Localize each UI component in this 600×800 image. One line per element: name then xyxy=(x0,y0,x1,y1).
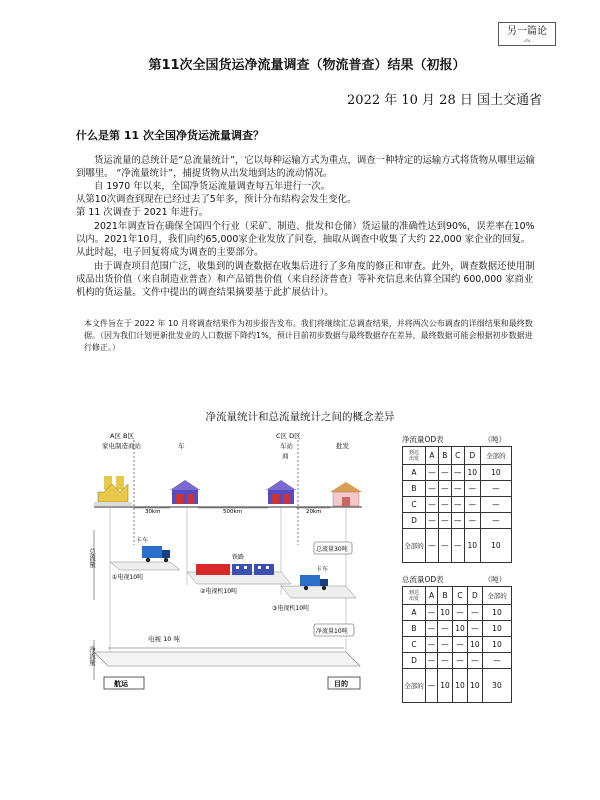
level3-platform xyxy=(281,586,356,598)
net-table-unit: （吨） xyxy=(483,435,507,444)
table-row: C — — — 10 10 xyxy=(403,637,512,653)
zone-cd-label: C区 D区 xyxy=(276,432,301,440)
tv1-label: ①电视10吨 xyxy=(112,574,144,581)
truck2-label: 卡车 xyxy=(316,566,329,573)
header-cell: A xyxy=(426,447,439,465)
wholesale-label: 批发 xyxy=(336,442,349,450)
paragraph-5: 2021年调查旨在确保全国四个行业（采矿、制造、批发和仓储）货运量的准确性达到90%，误差率在10%以内。2021年10月，我们向约65,000家企业发放了问卷，抽取从调查中收集了大约 22,000 家企业的回复。从此时起，电子回复将成为调查的主要部分。 xyxy=(76,221,535,258)
truck1-label: 卡车 xyxy=(136,537,149,544)
diagram-title: 净流量统计和总流量统计之间的概念差异 xyxy=(205,411,395,423)
table-row: D — — — — — xyxy=(403,513,512,529)
net-label: 净流量 xyxy=(88,646,96,666)
section-heading: 什么是第 11 次全国净货运流量调查？ xyxy=(76,129,264,142)
header-cell: D xyxy=(464,447,480,465)
distance-20-label: 20km xyxy=(306,509,322,515)
truck-icon-1 xyxy=(142,546,170,562)
train-icon xyxy=(196,564,274,575)
tv2-label: ②电视机10吨 xyxy=(200,588,238,595)
header-cell: C xyxy=(451,447,464,465)
warehouse-icon-destination xyxy=(266,480,296,504)
distance-500-label: 500km xyxy=(223,509,243,515)
shop-icon xyxy=(330,482,362,506)
factory-icon xyxy=(94,476,132,506)
gross-label: 总流量 xyxy=(88,548,96,568)
page-title: 第11次全国货运净流量调查（物流普查）结果（初报） xyxy=(148,58,466,73)
tv-line-label: 电视 10 吨 xyxy=(148,635,180,643)
net10-label: 净流量10吨 xyxy=(316,628,348,635)
car-label: 车 xyxy=(178,442,185,450)
origin-label: 家电制造商站 xyxy=(102,442,141,450)
dest-label: 目的 xyxy=(334,680,348,688)
level1-platform xyxy=(110,562,180,570)
publication-date: 2022 年 10 月 28 日 国土交通省 xyxy=(347,93,542,108)
shop-label: 商 xyxy=(282,452,289,460)
table-corner-cell: 到达 出发 xyxy=(403,587,426,605)
table-header-row xyxy=(403,587,512,605)
net-table-title: 净流量OD表 （吨） xyxy=(402,435,507,444)
header-cell: A xyxy=(426,587,438,605)
warehouse-icon-origin xyxy=(170,480,200,504)
note-paragraph: 本文件旨在于 2022 年 10 月将调查结果作为初步报告发布。我们将继续汇总调查结果，并将两次公布调查的详细结果和最终数据。（因为我们计划更新批发业的人口数据下降约1%，预计目前初步数据与最终数据存在差异，最终数据可能会根据初步数据进行修正。） xyxy=(84,319,533,352)
rail-label: 铁路 xyxy=(232,554,245,561)
paragraph-4: 第 11 次调查于 2021 年进行。 xyxy=(76,207,209,218)
table-row: 全部的 — — — 10 10 xyxy=(403,529,512,563)
header-cell: C xyxy=(453,587,468,605)
table-corner-cell: 到达 出发 xyxy=(403,447,426,465)
paragraph-3: 从第10次调查到现在已经过去了5年多，预计分布结构会发生变化。 xyxy=(76,194,357,205)
paragraph-2: 自 1970 年以来，全国净货运流量调查每五年进行一次。 xyxy=(94,181,331,192)
header-cell: B xyxy=(438,587,453,605)
ship-label: 航运 xyxy=(114,680,128,688)
table-row: D — — — — — xyxy=(403,653,512,669)
header-cell: B xyxy=(438,447,451,465)
tag-label: 另一篇论 xyxy=(507,26,547,37)
zone-ab-label: A区 B区 xyxy=(110,432,134,440)
gross-od-table xyxy=(402,586,512,703)
table-row: A — 10 — — 10 xyxy=(403,605,512,621)
header-cell: 全部的 xyxy=(482,587,511,605)
table-row: B — — 10 — 10 xyxy=(403,621,512,637)
table-row: A — — — 10 10 xyxy=(403,465,512,481)
gross-table-title: 总流量OD表 （吨） xyxy=(402,575,507,584)
table-row: B — — — — — xyxy=(403,481,512,497)
net-plane xyxy=(94,652,360,666)
table-header-row xyxy=(403,447,512,465)
paragraph-1: 货运流量的总统计是“总流量统计”，它以每种运输方式为重点，调查一种特定的运输方式将货物从哪里运输到哪里。 “净流量统计”，捕捉货物从出发地到达的流动情况。 xyxy=(76,155,535,179)
distance-30-label: 30km xyxy=(145,509,161,515)
paragraph-6: 由于调查项目范围广泛，收集到的调查数据在收集后进行了多角度的修正和审查。此外，调查数据还使用制成品出货价值（来自制造业普查）和产品销售价值（来自经济普查）等补充信息来估算全国约 600,000 家商业机构的货运量。文件中提出的调查结果摘要基于此扩展估计）。 xyxy=(76,261,535,298)
table-row: C — — — — — xyxy=(403,497,512,513)
gross30-label: 总流量30吨 xyxy=(316,546,348,553)
table-row: 全部的 — 10 10 10 30 xyxy=(403,669,512,703)
tv3-label: ③电视机10吨 xyxy=(272,605,310,612)
gross-table-unit: （吨） xyxy=(483,575,507,584)
tag-sub: ufw xyxy=(523,38,531,43)
header-cell: 全部的 xyxy=(480,447,511,465)
header-cell: D xyxy=(467,587,482,605)
depot-label: 车站 xyxy=(280,442,293,450)
net-od-table xyxy=(402,446,512,563)
